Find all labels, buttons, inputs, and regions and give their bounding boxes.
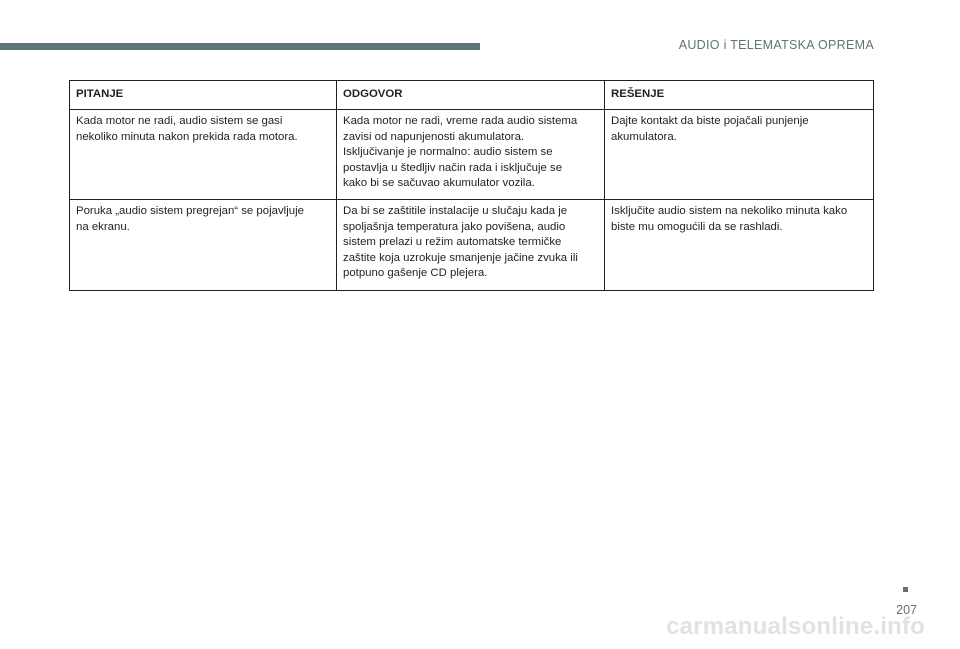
table-header-row [70,81,874,110]
page-marker [903,587,908,592]
page-number: 207 [896,603,917,617]
section-title: AUDIO i TELEMATSKA OPREMA [678,38,874,52]
question-cell: Kada motor ne radi, audio sistem se gasi nekoliko minuta nakon prekida rada motora. [70,110,337,200]
table-row [70,110,874,200]
question-cell: Poruka „audio sistem pregrejan“ se pojavljuje na ekranu. [70,200,337,291]
watermark: carmanualsonline.info [666,613,925,640]
solution-cell: Isključite audio sistem na nekoliko minuta kako biste mu omogućili da se rashladi. [605,200,874,291]
answer-cell: Da bi se zaštitile instalacije u slučaju kada je spoljašnja temperatura jako povišena, audio sistem prelazi u režim automatske termičke zaštite koja uzrokuje smanjenje jačine zvuka ili potpuno gašenje CD plejera. [337,200,605,291]
troubleshooting-table [69,80,874,291]
answer-cell: Kada motor ne radi, vreme rada audio sistema zavisi od napunjenosti akumulatora. Isključivanje je normalno: audio sistem se postavlja u štedljiv način rada i isključuje se kako bi se sačuvao akumulator vozila. [337,110,605,200]
header-accent-bar [0,43,480,50]
column-header-solution: REŠENJE [605,81,874,110]
column-header-answer: ODGOVOR [337,81,605,110]
column-header-question: PITANJE [70,81,337,110]
solution-cell: Dajte kontakt da biste pojačali punjenje akumulatora. [605,110,874,200]
table-row [70,200,874,291]
